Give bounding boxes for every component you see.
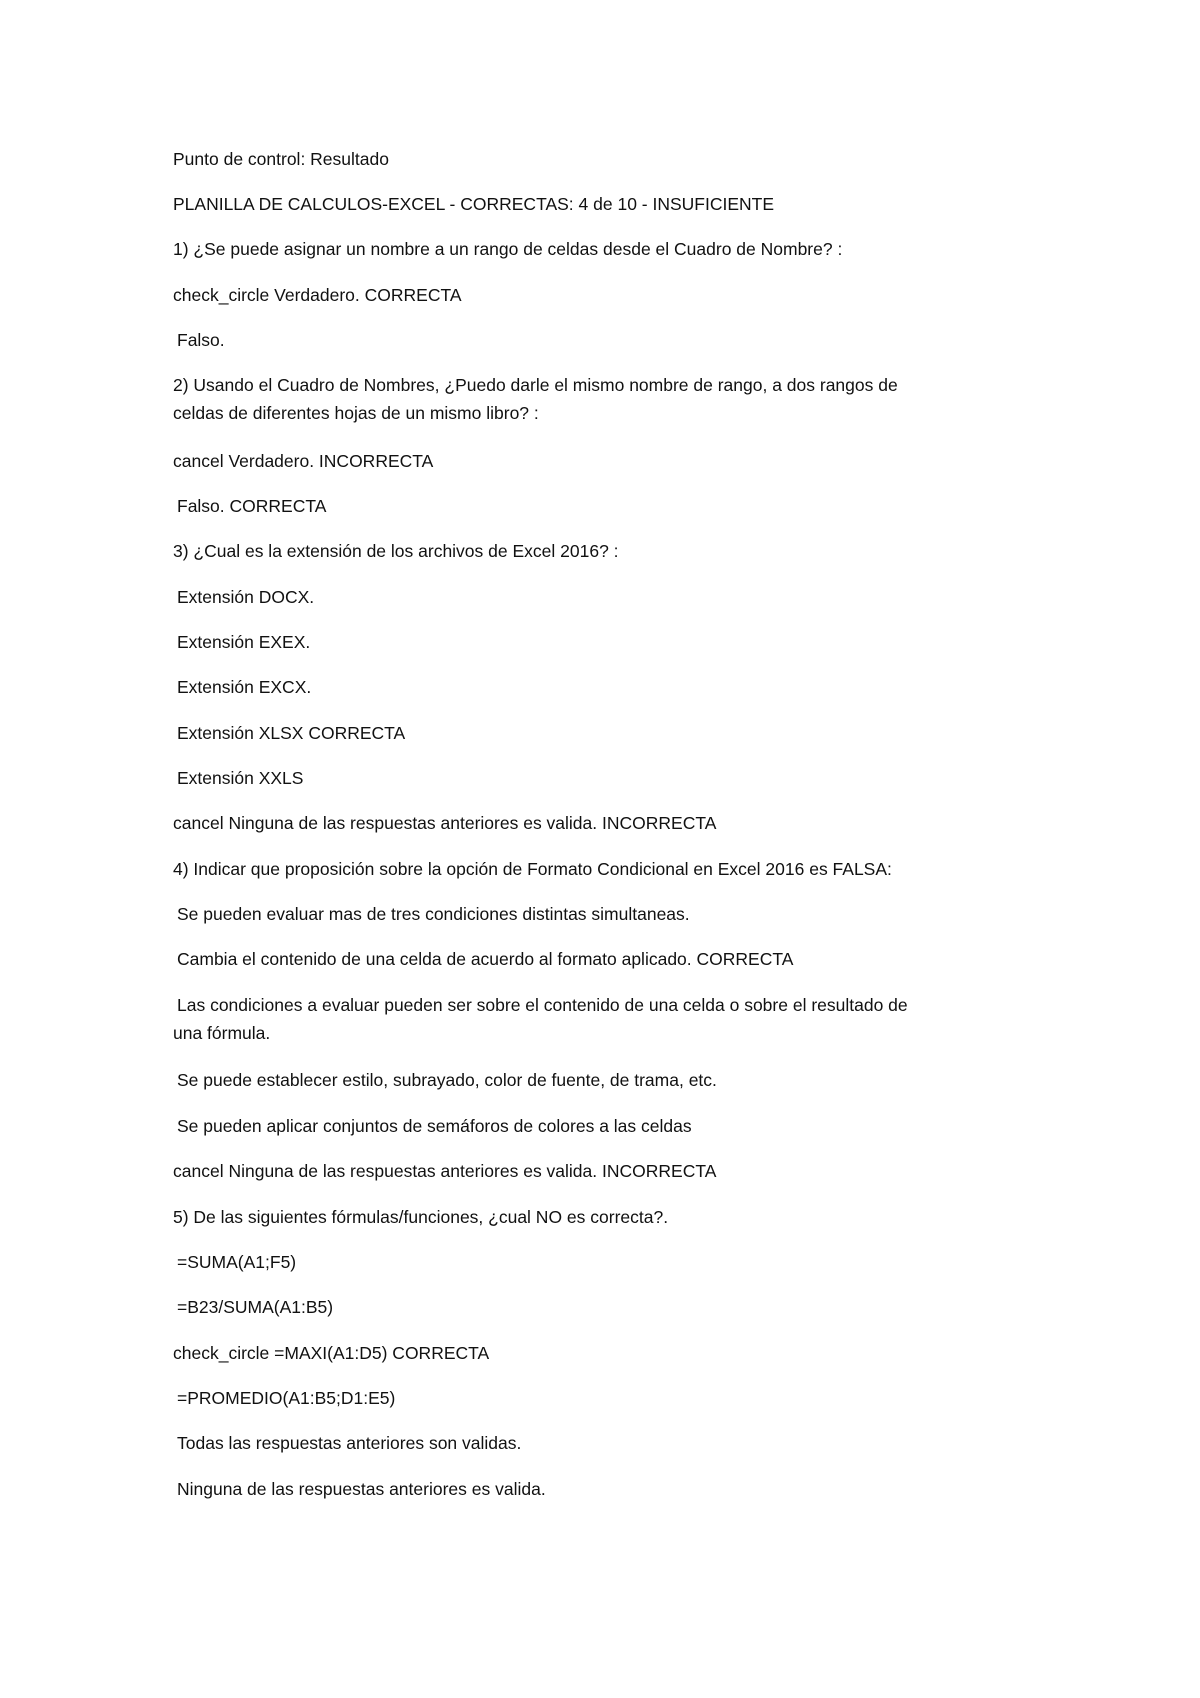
answer-option: cancel Ninguna de las respuestas anteriores es valida. INCORRECTA: [173, 813, 717, 833]
answer-option: check_circle =MAXI(A1:D5) CORRECTA: [173, 1343, 490, 1363]
page-title: Punto de control: Resultado: [173, 149, 389, 169]
score-summary: PLANILLA DE CALCULOS-EXCEL - CORRECTAS: 4 de 10 - INSUFICIENTE: [173, 194, 775, 214]
answer-option: cancel Verdadero. INCORRECTA: [173, 451, 434, 471]
answer-option: Falso.: [177, 330, 225, 350]
answer-option: =PROMEDIO(A1:B5;D1:E5): [177, 1388, 396, 1408]
answer-option: Se puede establecer estilo, subrayado, color de fuente, de trama, etc.: [177, 1070, 717, 1090]
question-3: 3) ¿Cual es la extensión de los archivos de Excel 2016? :: [173, 541, 619, 561]
question-2-continued: celdas de diferentes hojas de un mismo libro? :: [173, 403, 539, 423]
question-1: 1) ¿Se puede asignar un nombre a un rango de celdas desde el Cuadro de Nombre? :: [173, 239, 843, 259]
answer-option: cancel Ninguna de las respuestas anteriores es valida. INCORRECTA: [173, 1161, 717, 1181]
answer-option: Extensión DOCX.: [177, 587, 315, 607]
answer-option: Se pueden aplicar conjuntos de semáforos de colores a las celdas: [177, 1116, 692, 1136]
answer-option: Ninguna de las respuestas anteriores es valida.: [177, 1479, 546, 1499]
answer-option-continued: una fórmula.: [173, 1023, 271, 1043]
answer-option: =SUMA(A1;F5): [177, 1252, 297, 1272]
answer-option: =B23/SUMA(A1:B5): [177, 1297, 334, 1317]
answer-option: Extensión XXLS: [177, 768, 304, 788]
answer-option: Extensión XLSX CORRECTA: [177, 723, 406, 743]
answer-option: Extensión EXEX.: [177, 632, 311, 652]
answer-option: Cambia el contenido de una celda de acuerdo al formato aplicado. CORRECTA: [177, 949, 794, 969]
answer-option: Las condiciones a evaluar pueden ser sobre el contenido de una celda o sobre el resultado de: [177, 995, 908, 1015]
question-5: 5) De las siguientes fórmulas/funciones, ¿cual NO es correcta?.: [173, 1207, 669, 1227]
question-4: 4) Indicar que proposición sobre la opción de Formato Condicional en Excel 2016 es FALSA:: [173, 859, 892, 879]
answer-option: Extensión EXCX.: [177, 677, 312, 697]
answer-option: Todas las respuestas anteriores son validas.: [177, 1433, 522, 1453]
answer-option: check_circle Verdadero. CORRECTA: [173, 285, 462, 305]
answer-option: Se pueden evaluar mas de tres condiciones distintas simultaneas.: [177, 904, 690, 924]
question-2: 2) Usando el Cuadro de Nombres, ¿Puedo darle el mismo nombre de rango, a dos rangos de: [173, 375, 898, 395]
answer-option: Falso. CORRECTA: [177, 496, 327, 516]
